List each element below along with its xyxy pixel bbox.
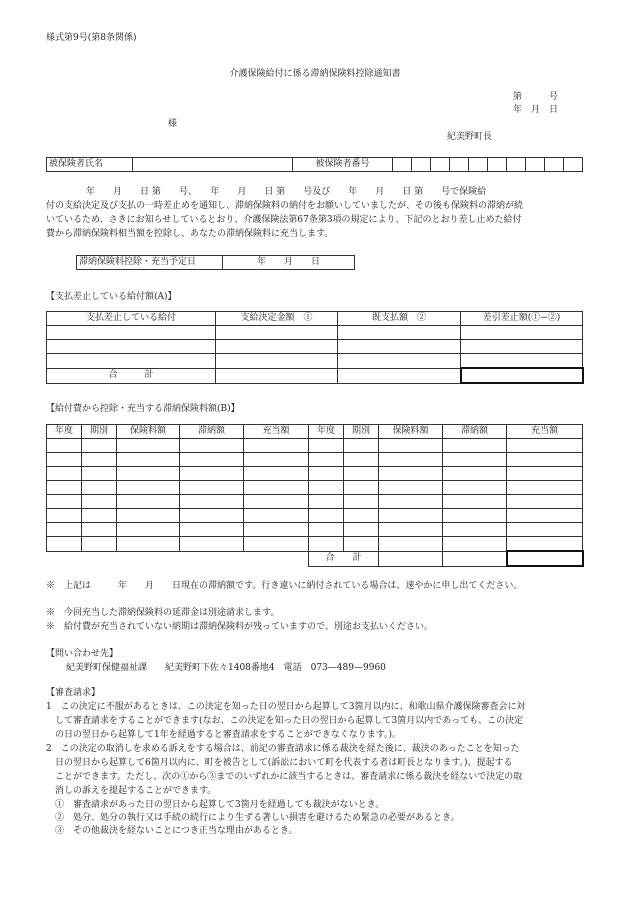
note-2 bbox=[46, 607, 279, 620]
appeal-line: して審査請求をすることができます(なお、この決定を知った日の翌日から起算して3箇月以内であっても、この決定 bbox=[46, 716, 524, 726]
appeal-line: ことができます。ただし、次の①から③までのいずれかに該当するときは、審査請求に係る裁決を経ないで決定の取 bbox=[46, 772, 523, 782]
deduction-date-value: 年 月 日 bbox=[223, 256, 355, 270]
table-header: 差引差止額(①−②) bbox=[461, 312, 583, 326]
body-line-1: 年 月 日 第 号、 年 月 日 第 号及び 年 月 日 第 号で保険給 bbox=[86, 187, 487, 197]
note-text: 今回充当した滞納保険料の延滞金は別途請求します。 bbox=[64, 608, 280, 618]
contact-info: 紀美野町保健福祉課 紀美野町下佐々1408番地4 電話 073—489—9960 bbox=[66, 663, 386, 673]
document-title: 介護保険給付に係る滞納保険料控除通知書 bbox=[229, 69, 401, 79]
insured-name-field bbox=[133, 158, 293, 172]
table-row bbox=[47, 354, 583, 369]
table-header: 年度 bbox=[309, 425, 344, 439]
note-mark: ※ bbox=[46, 608, 56, 618]
table-row bbox=[47, 439, 583, 453]
appeal-line: 2 この決定の取消しを求める訴えをする場合は、前記の審査請求に係る裁決を経た後に、裁決のあったことを知った bbox=[46, 744, 520, 754]
table-row bbox=[47, 537, 583, 552]
document-number-label: 第 号 bbox=[513, 92, 559, 102]
insured-number-digit bbox=[469, 158, 488, 172]
note-mark: ※ bbox=[46, 622, 56, 632]
note-mark: ※ bbox=[46, 581, 56, 591]
insured-number-digit bbox=[507, 158, 526, 172]
appeal-line: ② 処分、処分の執行又は手続の続行により生ずる著しい損害を避けるため緊急の必要があるとき。 bbox=[46, 813, 460, 823]
withheld-benefits-table bbox=[46, 311, 584, 384]
document-date-label: 年 月 日 bbox=[513, 105, 559, 115]
table-row bbox=[47, 523, 583, 537]
appeal-heading: 【審査請求】 bbox=[46, 688, 101, 698]
total-label: 合 計 bbox=[309, 551, 379, 566]
contact-heading: 【問い合わせ先】 bbox=[46, 649, 119, 659]
deduction-date-label: 滞納保険料控除・充当予定日 bbox=[77, 256, 223, 270]
table-header: 充当額 bbox=[507, 425, 583, 439]
insured-number-label: 被保険者番号 bbox=[293, 158, 393, 172]
total-withheld-amount bbox=[461, 368, 583, 383]
table-header: 既支払額 ② bbox=[338, 312, 461, 326]
table-row bbox=[47, 340, 583, 354]
appeal-line: 消しの訴えを提起することができます。 bbox=[46, 786, 217, 796]
insured-number-digit bbox=[412, 158, 431, 172]
insured-number-digit bbox=[545, 158, 564, 172]
total-label: 合 計 bbox=[47, 368, 216, 383]
section-b-heading: 【給付費から控除・充当する滞納保険料額(B)】 bbox=[46, 404, 240, 414]
table-header: 支払差止している給付 bbox=[47, 312, 216, 326]
body-line-3: いているため、さきにお知らせしているとおり、介護保険法第67条第3項の規定により、下記のとおり差し止めた給付 bbox=[46, 215, 522, 225]
table-row bbox=[47, 509, 583, 523]
insured-number-digit bbox=[526, 158, 545, 172]
table-total-row bbox=[47, 551, 583, 566]
addressee-suffix: 様 bbox=[168, 119, 178, 129]
table-header: 滞納額 bbox=[180, 425, 244, 439]
section-a-heading: 【支払差止している給付額(A)】 bbox=[46, 292, 177, 302]
insured-name-label: 被保険者氏名 bbox=[47, 158, 133, 172]
table-header: 保険料額 bbox=[379, 425, 443, 439]
table-row bbox=[47, 481, 583, 495]
appeal-line: ① 審査請求があった日の翌日から起算して3箇月を経過しても裁決がないとき。 bbox=[46, 800, 385, 810]
insured-number-digit bbox=[393, 158, 412, 172]
form-number: 様式第9号(第8条関係) bbox=[46, 33, 137, 43]
table-header: 期別 bbox=[82, 425, 117, 439]
note-1 bbox=[46, 580, 522, 593]
body-line-2: 付の支給決定及び支払の一時差止めを通知し、滞納保険料の納付をお願いしていましたが、その後も保険料の滞納が続 bbox=[46, 201, 524, 211]
insured-number-digit bbox=[450, 158, 469, 172]
issuer-name: 紀美野町長 bbox=[447, 132, 493, 142]
note-text: 上記は 年 月 日現在の滞納額です。行き違いに納付されている場合は、速やかに申し出てください。 bbox=[64, 581, 523, 591]
total-applied-amount bbox=[507, 551, 583, 566]
appeal-line: 日の翌日から起算して6箇月以内に、町を被告として(訴訟において町を代表する者は町長となります。)、提起する bbox=[46, 758, 513, 768]
table-header: 年度 bbox=[47, 425, 82, 439]
insured-number-digit bbox=[564, 158, 583, 172]
table-row bbox=[47, 326, 583, 340]
table-row bbox=[47, 467, 583, 481]
table-header: 滞納額 bbox=[443, 425, 507, 439]
appeal-line: の日の翌日から起算して1年を経過すると審査請求をすることができなくなります。)。 bbox=[46, 730, 402, 740]
table-row bbox=[47, 453, 583, 467]
deducted-premiums-table bbox=[46, 424, 584, 567]
table-row bbox=[47, 495, 583, 509]
insured-number-digit bbox=[488, 158, 507, 172]
table-header: 充当額 bbox=[244, 425, 309, 439]
table-header: 期別 bbox=[344, 425, 379, 439]
table-header: 支給決定金額 ① bbox=[216, 312, 338, 326]
deduction-date-table bbox=[76, 255, 355, 270]
note-text: 給付費が充当されていない納期は滞納保険料が残っていますので、別途お支払いください。 bbox=[64, 622, 433, 632]
table-total-row bbox=[47, 368, 583, 383]
insured-info-table bbox=[46, 157, 583, 172]
body-line-4: 費から滞納保険料相当額を控除し、あなたの滞納保険料に充当します。 bbox=[46, 229, 334, 239]
appeal-line: ③ その他裁決を経ないことにつき正当な理由があるとき。 bbox=[46, 826, 298, 836]
note-3 bbox=[46, 621, 433, 634]
appeal-line: 1 この決定に不服があるときは、この決定を知った日の翌日から起算して3箇月以内に、和歌山県介護保険審査会に対 bbox=[46, 702, 526, 712]
table-header: 保険料額 bbox=[117, 425, 180, 439]
insured-number-digit bbox=[431, 158, 450, 172]
